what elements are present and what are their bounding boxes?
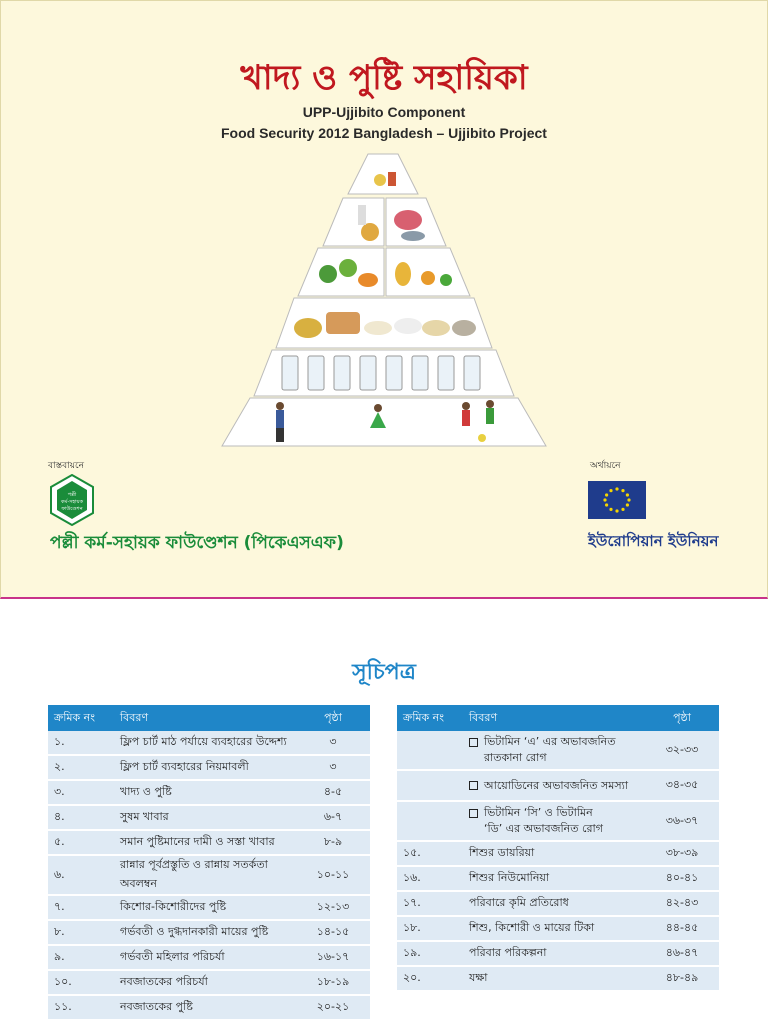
pksf-logo [50,474,94,526]
description-cell: সুষম খাবার [114,805,296,830]
table-row [48,780,370,805]
serial-cell: ১. [48,731,114,755]
description-cell: পরিবার পরিকল্পনা [463,941,645,966]
description-cell: শিশুর ডায়রিয়া [463,841,645,866]
implemented-by-label: বাস্তবায়নে [48,461,84,471]
eu-flag-icon [588,481,646,519]
eu-name: ইউরোপিয়ান ইউনিয়ন [588,532,719,550]
page-cell: ২০-২১ [296,995,370,1020]
table-row [48,895,370,920]
table-row [48,855,370,895]
serial-cell: ২০. [397,966,463,991]
serial-cell: ১৫. [397,841,463,866]
serial-cell: ৮. [48,920,114,945]
description-cell [463,770,645,801]
serial-cell: ১০. [48,970,114,995]
toc-table-left [48,705,370,1021]
table-row [48,830,370,855]
description-cell: খাদ্য ও পুষ্টি [114,780,296,805]
description-cell: গর্ভবতী ও দুগ্ধদানকারী মায়ের পুষ্টি [114,920,296,945]
description-line: ভিটামিন ‘সি’ ও ভিটামিন [484,806,593,819]
page-cell: ৮-৯ [296,830,370,855]
funded-by-label: অর্থায়নে [590,461,621,471]
table-row [397,731,719,770]
description-line: ‘ডি’ এর অভাবজনিত রোগ [484,822,603,835]
page-cell: ৪২-৪৩ [645,891,719,916]
table-row [48,970,370,995]
book-title: খাদ্য ও পুষ্টি সহায়িকা [240,58,528,98]
logo-text-line-2: কর্ম-সহায়ক [61,499,83,505]
description-cell: ফ্লিপ চার্ট ব্যবহারের নিয়মাবলী [114,755,296,780]
page-cell: ১২-১৩ [296,895,370,920]
food-pyramid-illustration [218,150,550,450]
serial-cell: ১৯. [397,941,463,966]
serial-cell: ৬. [48,855,114,895]
serial-cell: ১৭. [397,891,463,916]
table-header-row [397,705,719,731]
description-line: ভিটামিন ‘এ’ এর অভাবজনিত [484,735,616,748]
page-cell: ৩৬-৩৭ [645,801,719,841]
page-cell: ৪৬-৪৭ [645,941,719,966]
page-cell: ১৪-১৫ [296,920,370,945]
checkbox-bullet-icon [469,781,478,790]
description-cell: ফ্লিপ চার্ট মাঠ পর্যায়ে ব্যবহারের উদ্দেশ্য [114,731,296,755]
description-cell: গর্ভবতী মহিলার পরিচর্যা [114,945,296,970]
pksf-name: পল্লী কর্ম-সহায়ক ফাউণ্ডেশন (পিকেএসএফ) [50,533,344,553]
table-row [48,805,370,830]
description-cell: নবজাতকের পুষ্টি [114,995,296,1020]
checkbox-bullet-icon [469,809,478,818]
page-cell: ৪০-৪১ [645,866,719,891]
table-row [397,916,719,941]
logo-text-line-3: ফাউণ্ডেশন [61,506,83,512]
col-page-header: পৃষ্ঠা [296,705,370,731]
description-cell: শিশু, কিশোরী ও মায়ের টিকা [463,916,645,941]
table-row [48,995,370,1020]
description-line: রাতকানা রোগ [484,751,547,764]
subtitle-component: UPP-Ujjibito Component [302,104,466,120]
table-row [48,731,370,755]
page-cell: ৪৮-৪৯ [645,966,719,991]
page-cell: ১৬-১৭ [296,945,370,970]
page-cell: ৩২-৩৩ [645,731,719,770]
col-serial-header: ক্রমিক নং [397,705,463,731]
serial-cell [397,801,463,841]
toc-table-right [397,705,719,992]
serial-cell: ৭. [48,895,114,920]
serial-cell: ৩. [48,780,114,805]
col-page-header: পৃষ্ঠা [645,705,719,731]
serial-cell: ১৬. [397,866,463,891]
serial-cell: ২. [48,755,114,780]
description-cell [463,801,645,841]
description-cell: রান্নার পূর্বপ্রস্তুতি ও রান্নায় সতর্কতা অবলম্বন [114,855,296,895]
table-row [48,945,370,970]
table-row [48,755,370,780]
description-cell: সমান পুষ্টিমানের দামী ও সস্তা খাবার [114,830,296,855]
serial-cell [397,770,463,801]
table-row [397,941,719,966]
table-row [397,866,719,891]
page-cell: ৪-৫ [296,780,370,805]
description-cell: শিশুর নিউমোনিয়া [463,866,645,891]
table-header-row [48,705,370,731]
serial-cell [397,731,463,770]
toc-title: সূচিপত্র [352,660,416,685]
serial-cell: ১১. [48,995,114,1020]
col-description-header: বিবরণ [114,705,296,731]
description-cell: কিশোর-কিশোরীদের পুষ্টি [114,895,296,920]
description-cell: যক্ষা [463,966,645,991]
table-row [48,920,370,945]
col-serial-header: ক্রমিক নং [48,705,114,731]
page-cell: ১৮-১৯ [296,970,370,995]
page-cell: ৩ [296,755,370,780]
page-cell: ৩ [296,731,370,755]
col-description-header: বিবরণ [463,705,645,731]
checkbox-bullet-icon [469,738,478,747]
serial-cell: ৯. [48,945,114,970]
page-cell: ৬-৭ [296,805,370,830]
table-row [397,966,719,991]
toc-right-body [397,731,719,991]
page-cell: ৪৪-৪৫ [645,916,719,941]
logo-text-line-1: পল্লী [67,492,77,498]
page-cell: ৩৪-৩৫ [645,770,719,801]
page-cell: ৩৮-৩৯ [645,841,719,866]
table-row [397,891,719,916]
table-row [397,841,719,866]
subtitle-project: Food Security 2012 Bangladesh – Ujjibito Project [221,125,547,141]
serial-cell: ৪. [48,805,114,830]
toc-left-body [48,731,370,1020]
description-line: আয়োডিনের অভাবজনিত সমস্যা [484,778,629,792]
table-row [397,770,719,801]
page-cell: ১০-১১ [296,855,370,895]
description-cell: নবজাতকের পরিচর্যা [114,970,296,995]
description-cell [463,731,645,770]
description-cell: পরিবারে কৃমি প্রতিরোধ [463,891,645,916]
table-row [397,801,719,841]
serial-cell: ৫. [48,830,114,855]
serial-cell: ১৮. [397,916,463,941]
